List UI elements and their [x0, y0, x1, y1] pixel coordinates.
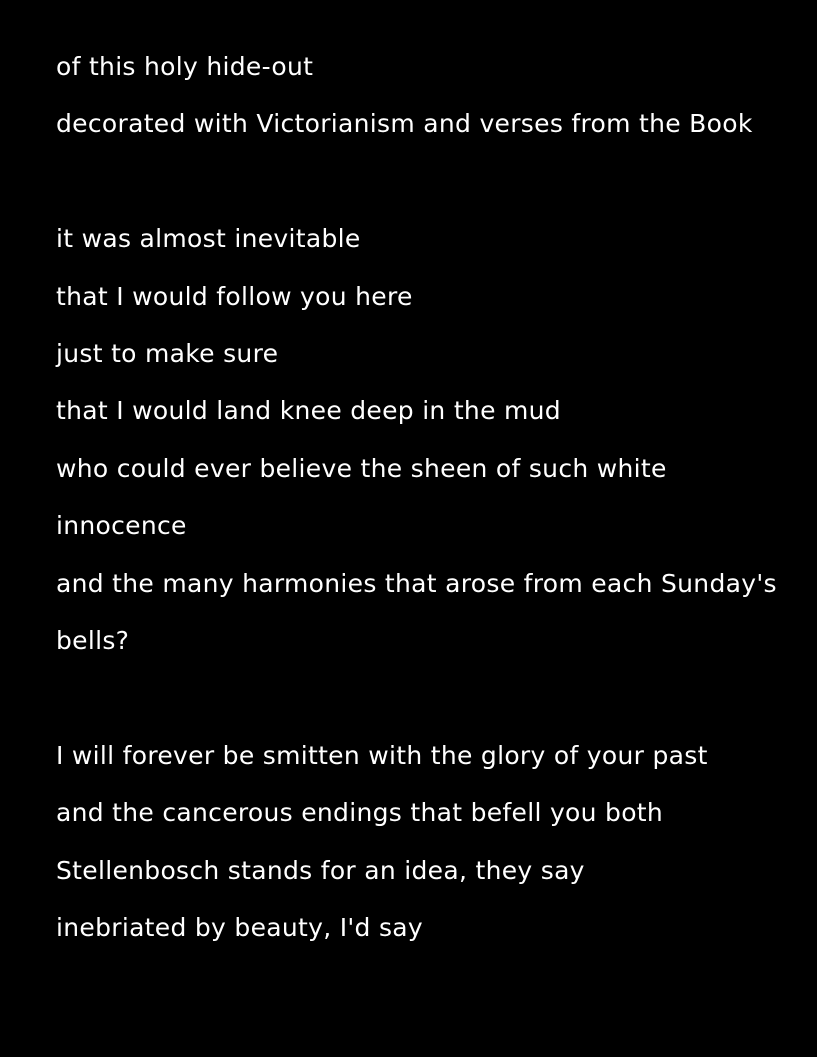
poem-line: just to make sure — [56, 339, 279, 369]
poem-line: that I would land knee deep in the mud — [56, 396, 561, 426]
poem-line: innocence — [56, 511, 187, 541]
poem-line: it was almost inevitable — [56, 224, 361, 254]
poem-line: of this holy hide-out — [56, 52, 314, 81]
poem-line: Stellenbosch stands for an idea, they say — [56, 855, 585, 885]
stanza-3 — [56, 727, 796, 957]
stanza-1 — [56, 38, 796, 153]
poem-line: inebriated by beauty, I'd say — [56, 913, 424, 943]
poem-line: bells? — [56, 626, 130, 656]
poem-line: I will forever be smitten with the glory of your past — [56, 740, 708, 770]
stanza-2 — [56, 210, 796, 669]
poem-line: that I would follow you here — [56, 281, 413, 311]
poem-line: and the cancerous endings that befell you both — [56, 798, 664, 828]
poem-line: who could ever believe the sheen of such white — [56, 453, 667, 483]
poem-line: and the many harmonies that arose from each Sunday's — [56, 568, 777, 598]
poem-line: decorated with Victorianism and verses from the Book — [56, 109, 753, 139]
poem-text — [56, 38, 796, 956]
